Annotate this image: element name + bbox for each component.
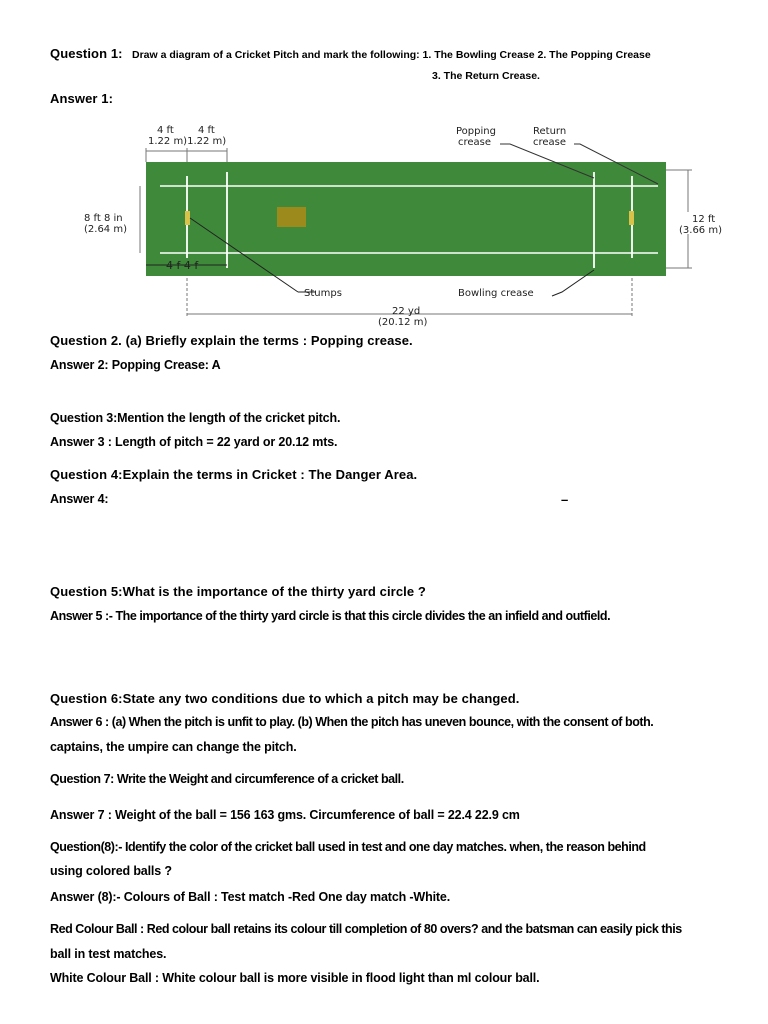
right-width-label-2: (3.66 m) — [679, 225, 722, 236]
inner-dim-label: 4 f 4 f — [166, 259, 199, 272]
length-label-2: (20.12 m) — [378, 317, 428, 328]
popping-label-1: Popping — [456, 126, 496, 137]
question-1-label: Question 1: — [50, 46, 123, 61]
length-label-1: 22 yd — [392, 306, 421, 317]
question-2: Question 2. (a) Briefly explain the terms : Popping crease. — [50, 333, 413, 348]
cricket-pitch-diagram — [80, 118, 744, 334]
answer-4-dash: – — [561, 492, 569, 507]
pitch-square — [277, 207, 306, 227]
white-ball-text: White Colour Ball : White colour ball is more visible in flood light than ml colour ball. — [50, 971, 540, 985]
stumps-right — [629, 211, 634, 225]
question-8: Question(8):- Identify the color of the cricket ball used in test and one day matches. when, the reason behind — [50, 840, 646, 854]
left-width-label-1: 8 ft 8 in — [84, 213, 123, 224]
question-1-text-continued: 3. The Return Crease. — [432, 70, 540, 82]
answer-2: Answer 2: Popping Crease: A — [50, 358, 221, 372]
stumps-left — [185, 211, 190, 225]
return-label-2: crease — [533, 137, 567, 148]
answer-8: Answer (8):- Colours of Ball : Test match -Red One day match -White. — [50, 890, 451, 904]
top-dim-label-1: 4 ft — [157, 125, 174, 136]
question-3: Question 3:Mention the length of the cricket pitch. — [50, 411, 341, 425]
return-label-1: Return — [533, 126, 567, 137]
left-width-label-2: (2.64 m) — [84, 224, 127, 235]
top-dim-label-2: 4 ft — [198, 125, 215, 136]
question-5: Question 5:What is the importance of the thirty yard circle ? — [50, 584, 426, 599]
answer-6-continued: captains, the umpire can change the pitch. — [50, 740, 297, 754]
pitch-field — [146, 162, 666, 276]
answer-7: Answer 7 : Weight of the ball = 156 163 gms. Circumference of ball = 22.4 22.9 cm — [50, 808, 520, 822]
answer-5: Answer 5 :- The importance of the thirty yard circle is that this circle divides the an infield and outfield. — [50, 609, 611, 623]
question-7: Question 7: Write the Weight and circumference of a cricket ball. — [50, 772, 404, 786]
bowling-crease-label: Bowling crease — [458, 288, 534, 299]
red-ball-text: Red Colour Ball : Red colour ball retains its colour till completion of 80 overs? and the batsman can easily pick this — [50, 922, 682, 936]
answer-6: Answer 6 : (a) When the pitch is unfit to play. (b) When the pitch has uneven bounce, with the consent of both. — [50, 715, 654, 729]
answer-1-label: Answer 1: — [50, 91, 114, 106]
stumps-label: Stumps — [304, 288, 342, 299]
popping-label-2: crease — [458, 137, 492, 148]
right-width-label-1: 12 ft — [692, 214, 716, 225]
red-ball-text-continued: ball in test matches. — [50, 947, 167, 961]
answer-3: Answer 3 : Length of pitch = 22 yard or 20.12 mts. — [50, 435, 338, 449]
question-1-text: Draw a diagram of a Cricket Pitch and mark the following: 1. The Bowling Crease 2. The Popping Crease — [132, 49, 651, 61]
question-4: Question 4:Explain the terms in Cricket : The Danger Area. — [50, 467, 418, 482]
question-8-continued: using colored balls ? — [50, 864, 172, 878]
top-dim-metric: 1.22 m)1.22 m) — [148, 136, 227, 147]
answer-4: Answer 4: — [50, 492, 109, 506]
question-6: Question 6:State any two conditions due to which a pitch may be changed. — [50, 691, 520, 706]
